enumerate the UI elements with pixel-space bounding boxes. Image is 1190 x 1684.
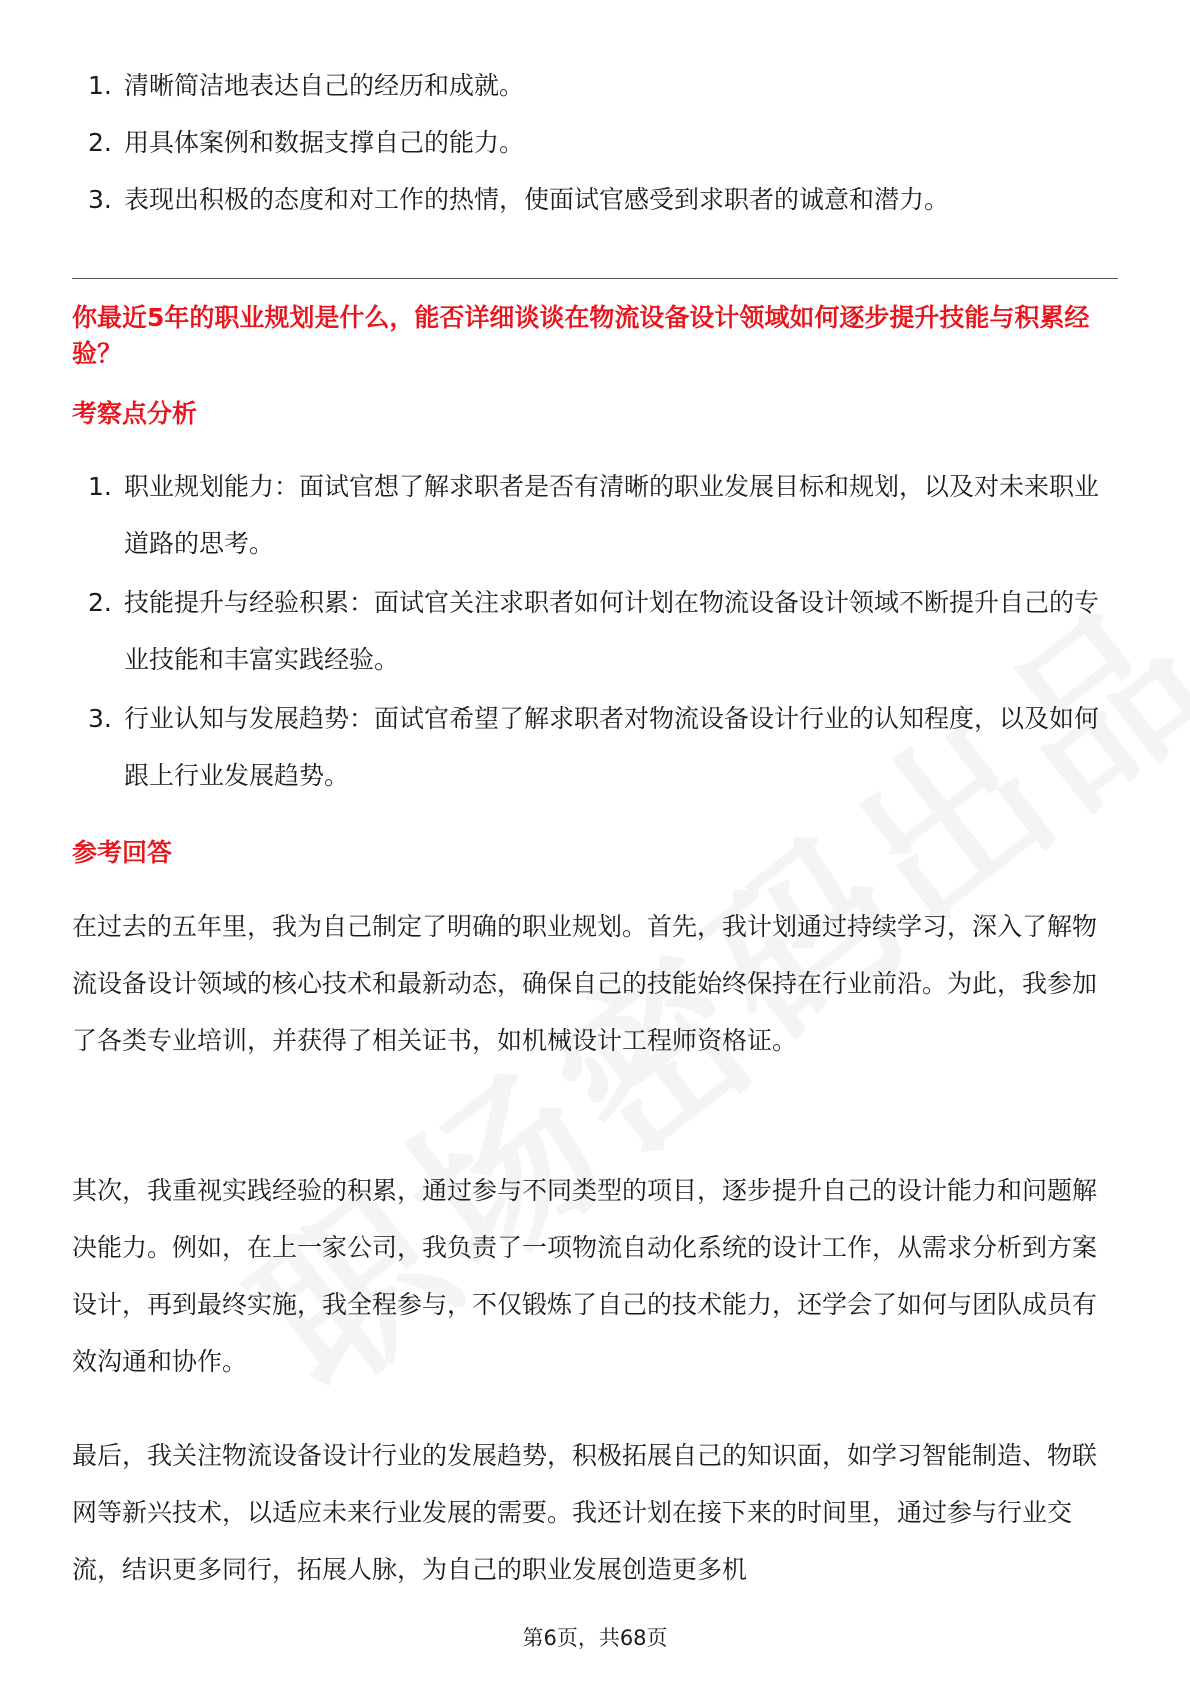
list-text: 技能提升与经验积累：面试官关注求职者如何计划在物流设备设计领域不断提升自己的专业技能和丰富实践经验。 [124,588,1100,674]
page-footer: 第6页，共68页 [522,1626,668,1650]
list-number: 1. [88,472,112,501]
answer-paragraph: 最后，我关注物流设备设计行业的发展趋势，积极拓展自己的知识面，如学习智能制造、物联网等新兴技术，以适应未来行业发展的需要。我还计划在接下来的时间里，通过参与行业交流，结识更多同行，拓展人脉，为自己的职业发展创造更多机 [72,1441,1098,1584]
list-text: 清晰简洁地表达自己的经历和成就。 [124,71,525,100]
list-text: 行业认知与发展趋势：面试官希望了解求职者对物流设备设计行业的认知程度，以及如何跟上行业发展趋势。 [124,704,1100,790]
list-item [72,690,1118,804]
list-item [72,458,1118,572]
list-text: 用具体案例和数据支撑自己的能力。 [124,128,525,157]
answer-heading: 参考回答 [72,838,173,867]
list-number: 2. [88,128,112,157]
answer-paragraph: 其次，我重视实践经验的积累，通过参与不同类型的项目，逐步提升自己的设计能力和问题解决能力。例如，在上一家公司，我负责了一项物流自动化系统的设计工作，从需求分析到方案设计，再到最终实施，我全程参与，不仅锻炼了自己的技术能力，还学会了如何与团队成员有效沟通和协作。 [72,1176,1098,1376]
analysis-list [72,458,1118,806]
list-text: 表现出积极的态度和对工作的热情，使面试官感受到求职者的诚意和潜力。 [124,185,950,214]
section-divider [72,278,1118,279]
list-number: 1. [88,71,112,100]
list-item [72,114,1118,171]
analysis-heading: 考察点分析 [72,399,198,428]
list-item [72,57,1118,114]
list-number: 2. [88,588,112,617]
question-heading: 你最近5年的职业规划是什么，能否详细谈谈在物流设备设计领域如何逐步提升技能与积累经验？ [72,303,1090,368]
list-item [72,171,1118,228]
answer-paragraph: 在过去的五年里，我为自己制定了明确的职业规划。首先，我计划通过持续学习，深入了解物流设备设计领域的核心技术和最新动态，确保自己的技能始终保持在行业前沿。为此，我参加了各类专业培训，并获得了相关证书，如机械设计工程师资格证。 [72,912,1098,1055]
document-page [72,0,1118,1684]
list-text: 职业规划能力：面试官想了解求职者是否有清晰的职业发展目标和规划，以及对未来职业道路的思考。 [124,472,1100,558]
tips-list [72,57,1118,228]
list-number: 3. [88,704,112,733]
list-number: 3. [88,185,112,214]
list-item [72,574,1118,688]
